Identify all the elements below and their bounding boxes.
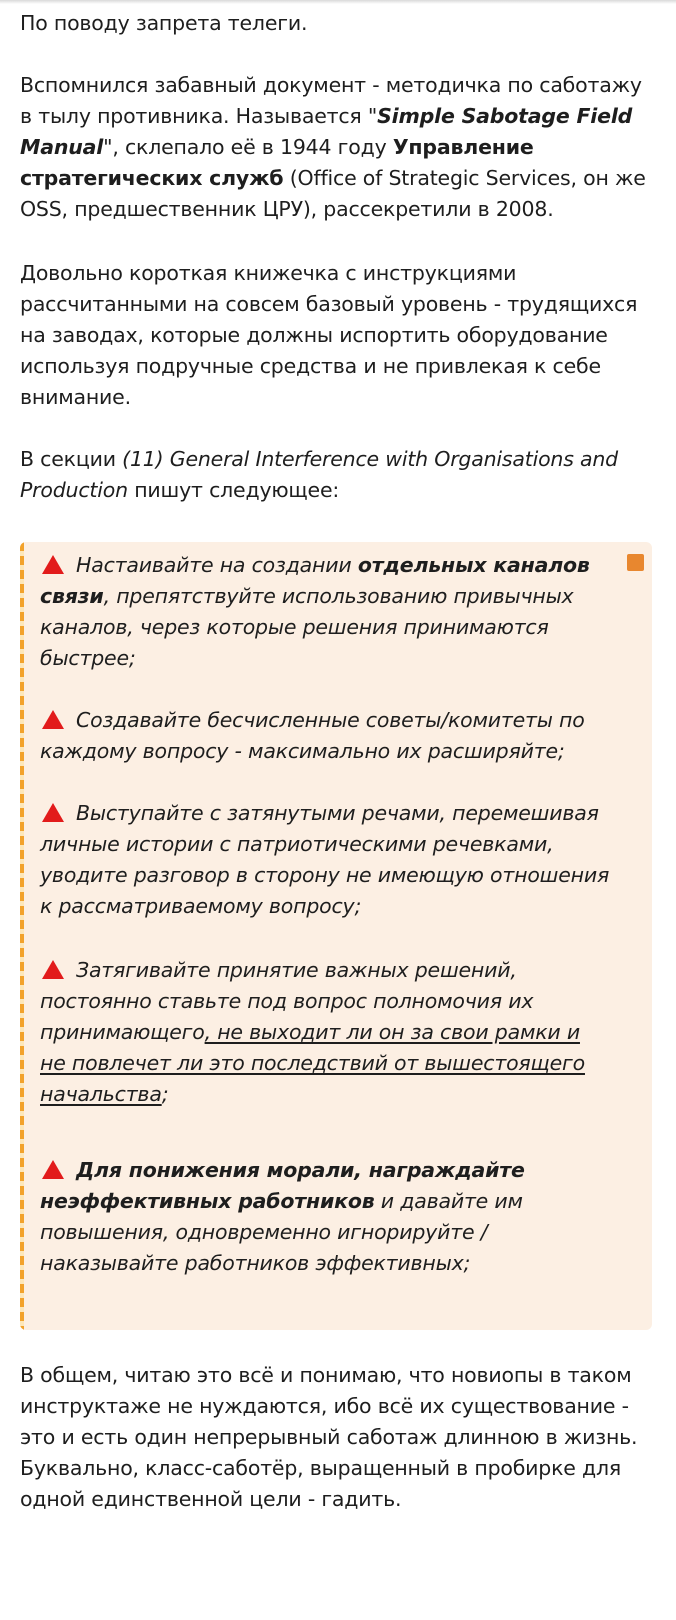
warning-triangle-icon <box>42 960 64 979</box>
quote-item <box>40 955 610 1110</box>
quote-body <box>40 550 610 1279</box>
paragraph-description: Довольно короткая книжечка с инструкциями рассчитанными на совсем базовый уровень - трудящихся на заводах, которые должны испортить оборудование используя подручные средства и не привлекая к себе внимание. <box>20 261 638 409</box>
spacer <box>20 39 656 70</box>
text: (Office of Strategic Services, он же OSS, предшественник ЦРУ), рассекретили в 2008. <box>20 166 646 221</box>
warning-triangle-icon <box>42 555 64 574</box>
spacer <box>20 225 656 258</box>
manual-title: Simple Sabotage Field Manual <box>20 104 633 159</box>
post-body <box>20 0 656 1515</box>
text: Создавайте бесчисленные советы/комитеты по каждому вопросу - максимально их расширяйте; <box>40 708 585 763</box>
spacer <box>20 413 656 444</box>
emphasis: Для понижения морали, награждайте неэффективных работников <box>40 1158 525 1213</box>
section-name: (11) General Interference with Organisations and Production <box>20 447 618 502</box>
text: Вспомнился забавный документ - методичка по саботажу в тылу противника. Называется <box>20 73 642 128</box>
paragraph-intro: По поводу запрета телеги. <box>20 11 308 35</box>
spacer <box>40 922 610 955</box>
text: и давайте им повышения, одновременно игнорируйте / наказывайте работников эффективных; <box>40 1189 523 1275</box>
spacer <box>40 767 610 798</box>
quote-marker-icon <box>627 554 644 571</box>
emphasis: отдельных каналов связи <box>40 553 590 608</box>
quote-item <box>40 550 610 674</box>
warning-triangle-icon <box>42 710 64 729</box>
text: пишут следующее: <box>127 478 340 502</box>
quote-item <box>40 705 610 767</box>
paragraph-document <box>20 70 656 225</box>
quote-mark: " <box>367 104 378 128</box>
text: Затягивайте принятие важных решений, постоянно ставьте под вопрос полномочия их принимающего <box>40 958 534 1044</box>
underlined-text: , не выходит ли он за свои рамки и не повлечет ли это последствий от вышестоящего начальства <box>40 1020 585 1106</box>
quote-stripe <box>20 542 24 1330</box>
text: В секции <box>20 447 123 471</box>
text: Настаивайте на создании <box>76 553 358 577</box>
spacer <box>40 674 610 705</box>
quote-mark: " <box>103 135 113 159</box>
text: , склепало её в 1944 году <box>112 135 393 159</box>
paragraph-section <box>20 444 656 506</box>
blockquote <box>20 542 652 1330</box>
paragraph-conclusion: В общем, читаю это всё и понимаю, что новиопы в таком инструктаже не нуждаются, ибо всё их существование - это и есть один непрерывный саботаж длинною в жизнь. Буквально, класс-саботёр, выращенный в пробирке для одной единственной цели - гадить. <box>20 1363 638 1511</box>
warning-triangle-icon <box>42 1160 64 1179</box>
org-name: Управление стратегических служб <box>20 135 534 190</box>
text: Выступайте с затянутыми речами, перемешивая личные истории с патриотическими речевками, уводите разговор в сторону не имеющую отношения к рассматриваемому вопросу; <box>40 801 610 918</box>
quote-item <box>40 798 610 922</box>
quote-item <box>40 1155 610 1279</box>
text: , препятствуйте использованию привычных каналов, через которые решения принимаются быстрее; <box>40 584 574 670</box>
warning-triangle-icon <box>42 803 64 822</box>
spacer <box>40 1110 610 1155</box>
text: ; <box>161 1082 169 1106</box>
